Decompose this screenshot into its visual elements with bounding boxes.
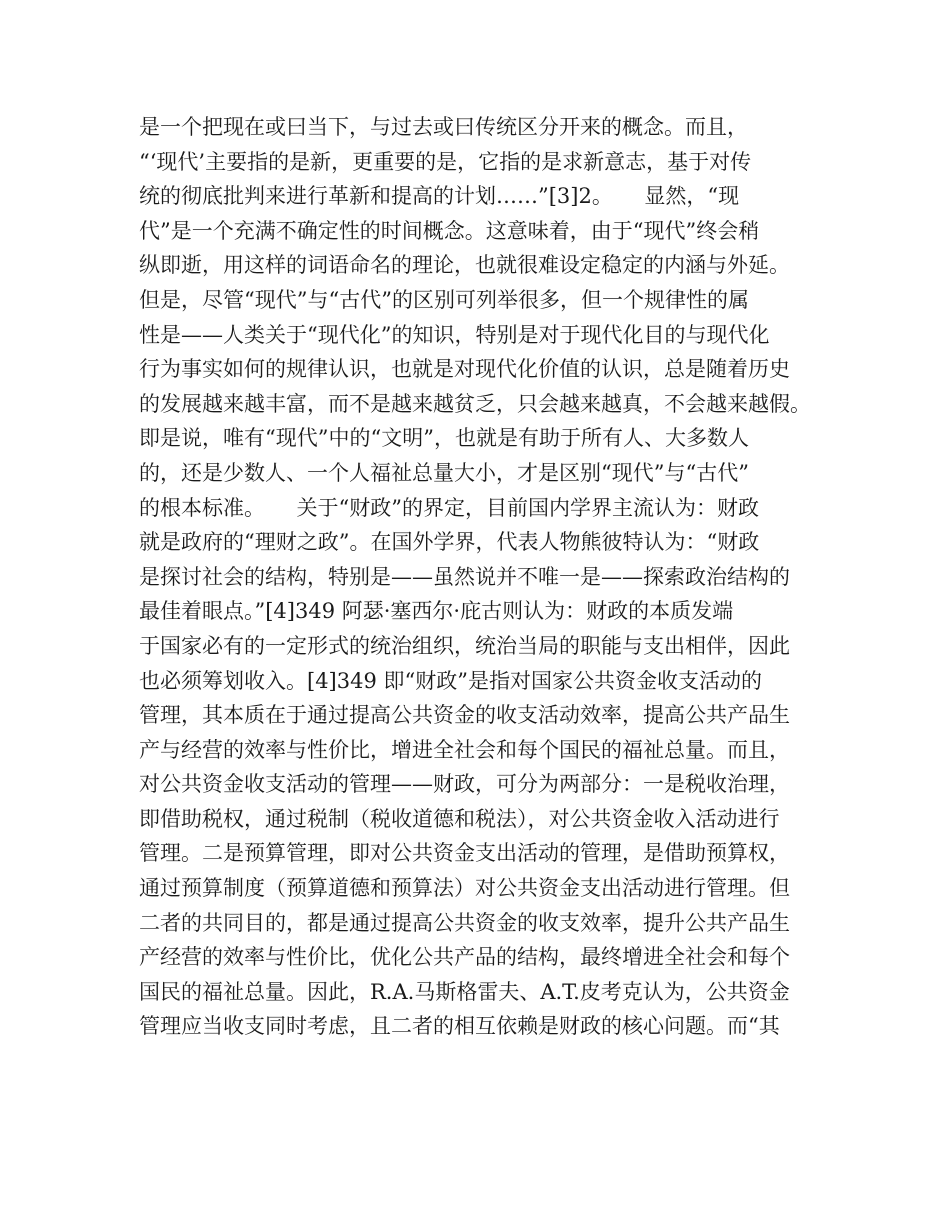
text-line: 行为事实如何的规律认识，也就是对现代化价值的认识，总是随着历史 [139,357,790,382]
text-line: 管理。二是预算管理，即对公共资金支出活动的管理，是借助预算权， [139,841,790,866]
text-line: 管理应当收支同时考虑，且二者的相互依赖是财政的核心问题。而“其 [139,1014,780,1039]
text-line: 通过预算制度（预算道德和预算法）对公共资金支出活动进行管理。但 [139,876,790,901]
text-line: 是一个把现在或曰当下，与过去或曰传统区分开来的概念。而且， [139,115,748,139]
text-line: 就是政府的“理财之政”。在国外学界，代表人物熊彼特认为：“财政 [139,530,760,555]
text-line: 对公共资金收支活动的管理——财政，可分为两部分：一是税收治理， [139,772,790,797]
text-line: 管理，其本质在于通过提高公共资金的收支活动效率，提高公共产品生 [139,703,790,728]
text-line: 也必须筹划收入。[4]349 即“财政”是指对国家公共资金收支活动的 [139,668,762,693]
text-line: 纵即逝，用这样的词语命名的理论，也就很难设定稳定的内涵与外延。 [139,253,790,278]
text-line: “‘现代’主要指的是新，更重要的是，它指的是求新意志，基于对传 [139,149,752,174]
text-line: 最佳着眼点。”[4]349 阿瑟·塞西尔·庇古则认为：财政的本质发端 [139,599,734,624]
text-line: 性是——人类关于“现代化”的知识，特别是对于现代化目的与现代化 [139,322,770,347]
text-line: 国民的福祉总量。因此，R.A.马斯格雷夫、A.T.皮考克认为，公共资金 [139,979,790,1004]
text-line: 二者的共同目的，都是通过提高公共资金的收支效率，提升公共产品生 [139,910,790,935]
text-line: 产与经营的效率与性价比，增进全社会和每个国民的福祉总量。而且， [139,737,790,762]
text-line: 的发展越来越丰富，而不是越来越贫乏，只会越来越真，不会越来越假。 [139,391,811,416]
text-line: 的根本标准。 关于“财政”的界定，目前国内学界主流认为：财政 [139,495,759,520]
text-line: 即借助税权，通过税制（税收道德和税法），对公共资金收入活动进行 [139,806,780,831]
text-line: 是探讨社会的结构，特别是——虽然说并不唯一是——探索政治结构的 [139,564,790,589]
text-line: 统的彻底批判来进行革新和提高的计划……”[3]2。 显然，“现 [139,184,740,209]
text-line: 即是说，唯有“现代”中的“文明”，也就是有助于所有人、大多数人 [139,426,749,451]
text-line: 于国家必有的一定形式的统治组织，统治当局的职能与支出相伴，因此 [139,633,790,658]
text-line: 代”是一个充满不确定性的时间概念。这意味着，由于“现代”终会稍 [139,218,760,243]
text-line: 的，还是少数人、一个人福祉总量大小，才是区别“现代”与“古代” [139,460,749,485]
text-line: 产经营的效率与性价比，优化公共产品的结构，最终增进全社会和每个 [139,945,790,970]
body-text [139,110,839,1044]
text-line: 但是，尽管“现代”与“古代”的区别可列举很多，但一个规律性的属 [139,287,749,312]
